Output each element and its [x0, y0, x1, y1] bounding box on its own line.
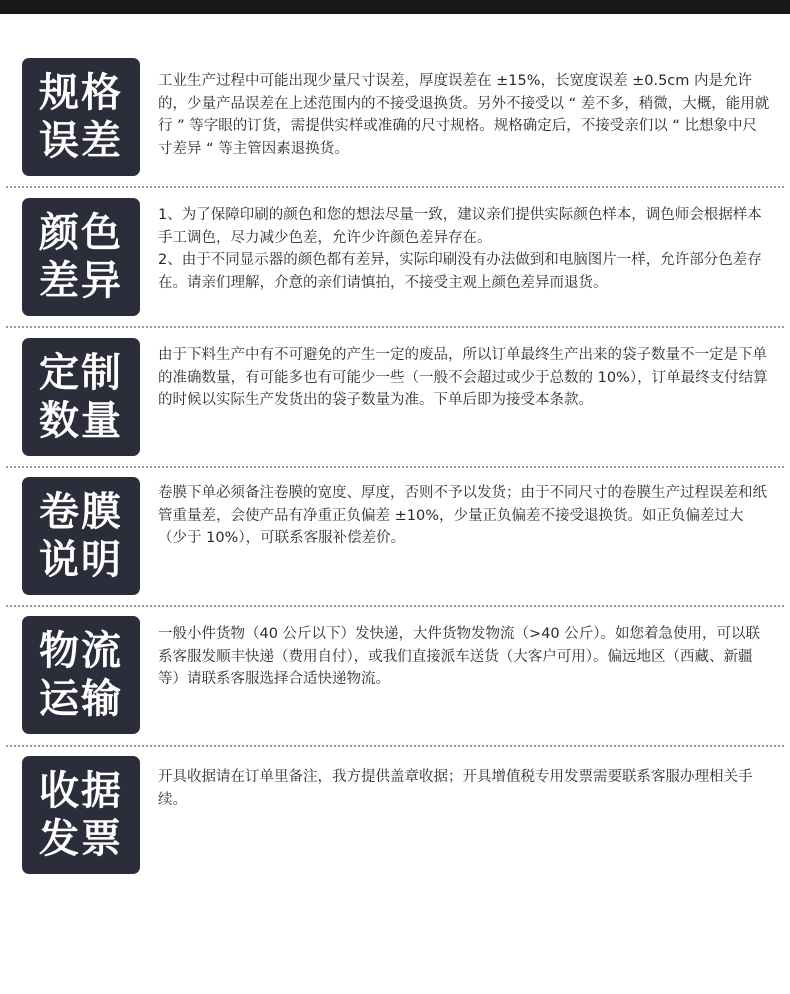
paragraph: 1、为了保障印刷的颜色和您的想法尽量一致，建议亲们提供实际颜色样本，调色师会根据样本手工调色，尽力减少色差，允许少许颜色差异存在。 [158, 207, 762, 246]
label-roll-film-notes [22, 477, 140, 595]
label-spec-error [22, 58, 140, 176]
label-line-2: 数量 [39, 398, 123, 444]
label-line-1: 颜色 [39, 210, 123, 256]
divider [6, 186, 784, 188]
label-receipt-invoice [22, 756, 140, 874]
paragraph: 一般小件货物（40 公斤以下）发快递，大件货物发物流（>40 公斤）。如您着急使用，可以联系客服发顺丰快递（费用自付），或我们直接派车送货（大客户可用）。偏远地区（西藏、新疆等）请联系客服选择合适快递物流。 [158, 626, 761, 687]
paragraph: 卷膜下单必须备注卷膜的宽度、厚度，否则不予以发货；由于不同尺寸的卷膜生产过程误差和纸管重量差，会使产品有净重正负偏差 ±10%，少量正负偏差不接受退换货。如正负偏差过大（少于 10%），可联系客服补偿差价。 [158, 485, 767, 546]
paragraph: 2、由于不同显示器的颜色都有差异，实际印刷没有办法做到和电脑图片一样，允许部分色差存在。请亲们理解，介意的亲们请慎拍，不接受主观上颜色差异而退货。 [158, 252, 762, 291]
label-line-1: 卷膜 [39, 489, 123, 535]
receipt-invoice-text [158, 766, 770, 811]
label-color-difference [22, 198, 140, 316]
divider [6, 466, 784, 468]
top-bar [0, 0, 790, 14]
label-logistics [22, 616, 140, 734]
paragraph: 开具收据请在订单里备注，我方提供盖章收据；开具增值税专用发票需要联系客服办理相关手续。 [158, 769, 753, 808]
label-line-2: 运输 [39, 676, 123, 722]
label-line-2: 误差 [39, 118, 123, 164]
label-custom-quantity [22, 338, 140, 456]
divider [6, 605, 784, 607]
custom-quantity-text [158, 344, 770, 412]
divider [6, 745, 784, 747]
label-line-2: 说明 [39, 537, 123, 583]
paragraph: 由于下料生产中有不可避免的产生一定的废品，所以订单最终生产出来的袋子数量不一定是下单的准确数量，有可能多也有可能少一些（一般不会超过或少于总数的 10%），订单最终支付结算的时候以实际生产发货出的袋子数量为准。下单后即为接受本条款。 [158, 347, 768, 408]
logistics-text [158, 623, 770, 691]
spec-error-text [158, 70, 770, 160]
label-line-2: 发票 [39, 816, 123, 862]
label-line-1: 收据 [39, 768, 123, 814]
label-line-2: 差异 [39, 258, 123, 304]
paragraph: 工业生产过程中可能出现少量尺寸误差，厚度误差在 ±15%，长宽度误差 ±0.5cm 内是允许的，少量产品误差在上述范围内的不接受退换货。另外不接受以 “ 差不多，稍微，大概，能用就行 ” 等字眼的订货，需提供实样或准确的尺寸规格。规格确定后，不接受亲们以 “ 比想象中尺寸差异 “ 等主管因素退换货。 [158, 73, 770, 157]
divider [6, 326, 784, 328]
roll-film-notes-text [158, 482, 770, 550]
label-line-1: 定制 [39, 350, 123, 396]
color-difference-text [158, 204, 770, 294]
label-line-1: 物流 [39, 628, 123, 674]
label-line-1: 规格 [39, 70, 123, 116]
